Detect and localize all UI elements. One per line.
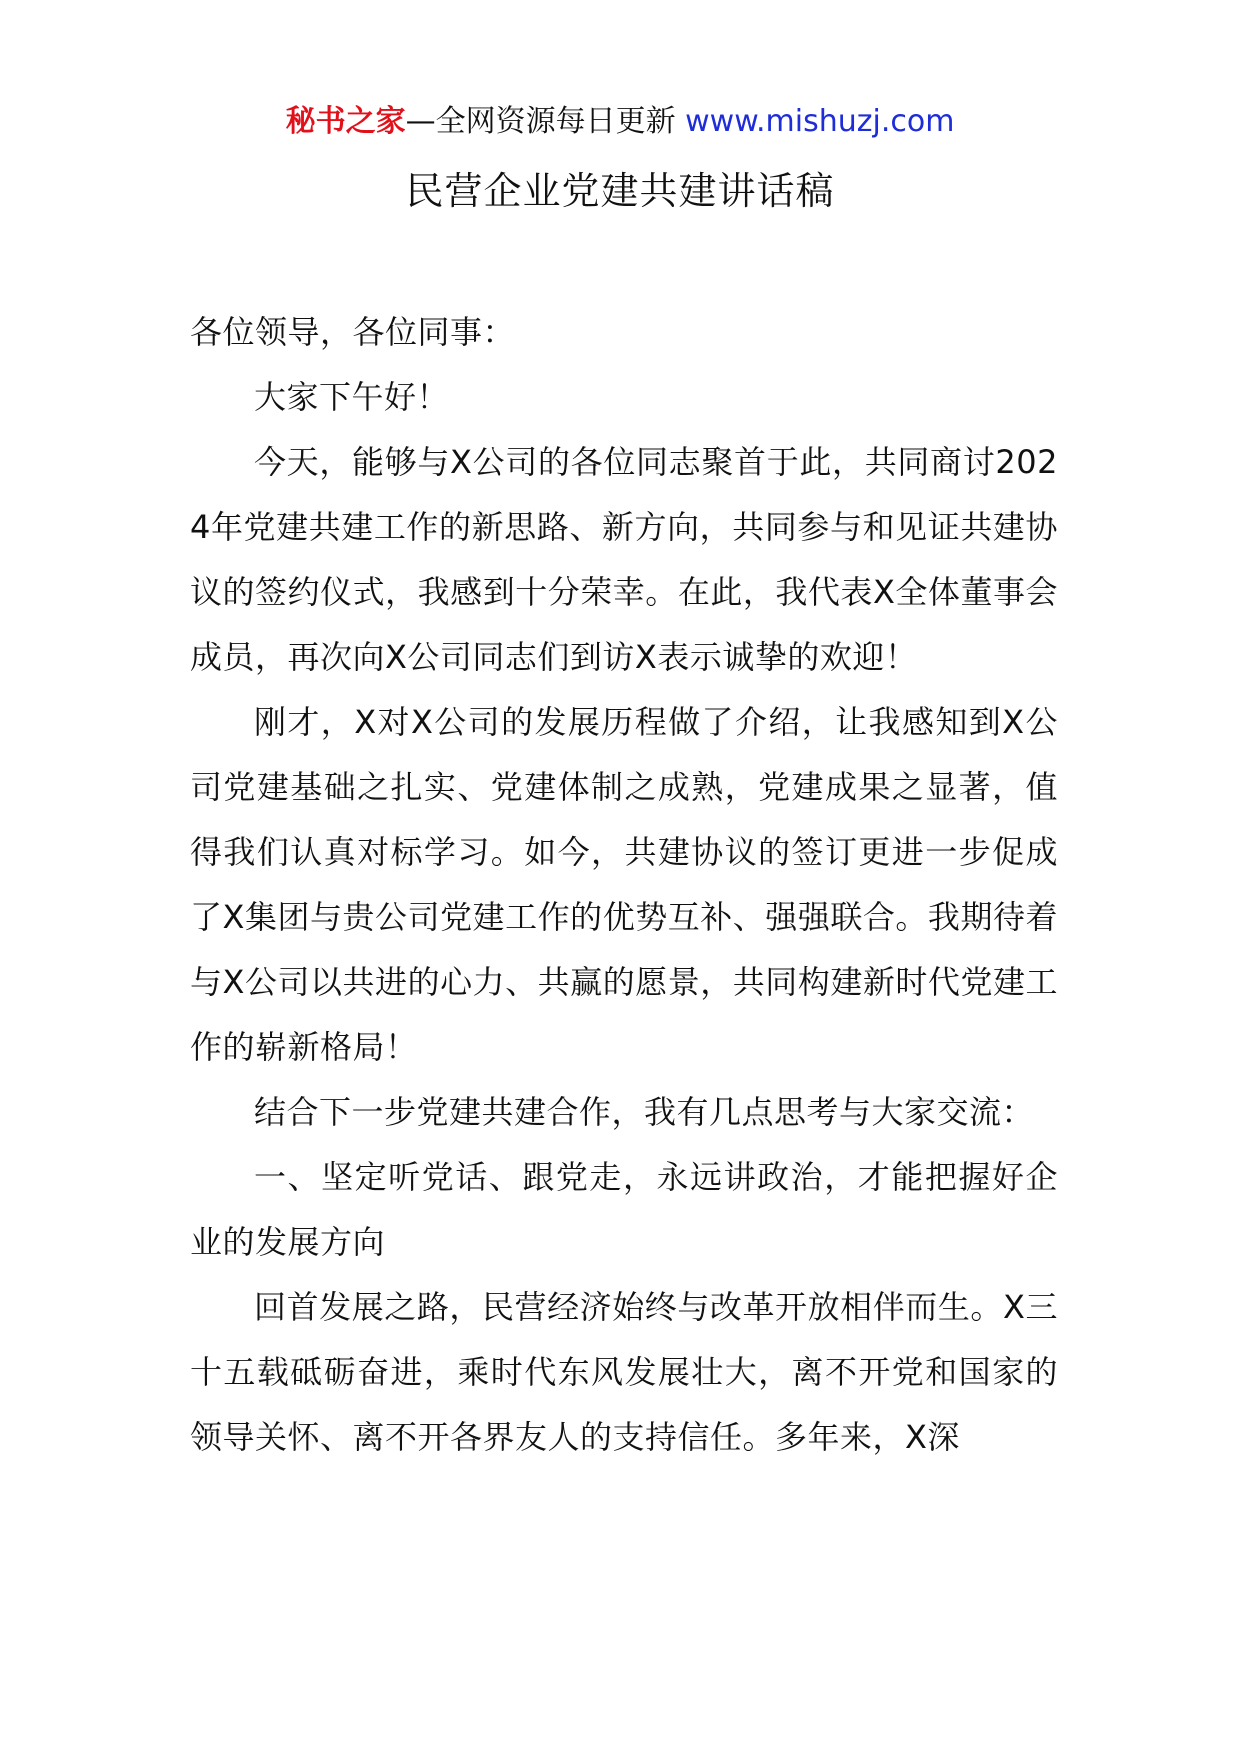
paragraph: 结合下一步党建共建合作，我有几点思考与大家交流： bbox=[254, 1093, 1035, 1131]
paragraph: 刚才，X对X公司的发展历程做了介绍，让我感知到X公司党建基础之扎实、党建体制之成熟，党建成果之显著，值得我们认真对标学习。如今，共建协议的签订更进一步促成了X集团与贵公司党建工作的优势互补、强强联合。我期待着与X公司以共进的心力、共赢的愿景，共同构建新时代党建工作的崭新格局！ bbox=[190, 703, 1058, 1066]
document-title: 民营企业党建共建讲话稿 bbox=[405, 169, 835, 213]
document-body bbox=[190, 300, 1058, 1470]
section-heading: 一、坚定听党话、跟党走，永远讲政治，才能把握好企业的发展方向 bbox=[190, 1158, 1058, 1261]
site-banner bbox=[0, 102, 1240, 142]
greeting: 各位领导，各位同事： bbox=[190, 313, 516, 351]
paragraph: 今天，能够与X公司的各位同志聚首于此，共同商讨2024年党建共建工作的新思路、新方向，共同参与和见证共建协议的签约仪式，我感到十分荣幸。在此，我代表X全体董事会成员，再次向X公司同志们到访X表示诚挚的欢迎！ bbox=[190, 443, 1058, 676]
banner-slogan: —全网资源每日更新 bbox=[405, 104, 676, 139]
paragraph: 大家下午好！ bbox=[254, 378, 450, 416]
banner-brand: 秘书之家 bbox=[285, 104, 406, 139]
banner-url-link[interactable]: www.mishuzj.com bbox=[685, 104, 955, 139]
paragraph: 回首发展之路，民营经济始终与改革开放相伴而生。X三十五载砥砺奋进，乘时代东风发展壮大，离不开党和国家的领导关怀、离不开各界友人的支持信任。多年来，X深 bbox=[190, 1288, 1058, 1456]
